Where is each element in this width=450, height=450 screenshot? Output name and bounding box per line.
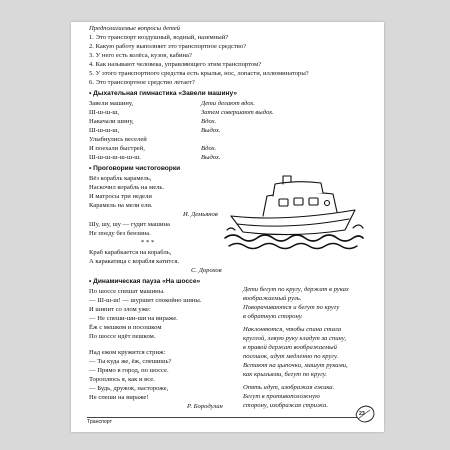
verse-line: Ш-ш-ш-ш, bbox=[89, 127, 120, 134]
verse-line: Вёз корабль карамель, bbox=[89, 175, 152, 182]
verse-line: — Ш-ш-ш! — шуршит спокойно шины. bbox=[89, 297, 202, 304]
verse-line: И шипит со злом уже: bbox=[89, 306, 151, 313]
page-number: 23 bbox=[359, 411, 365, 417]
stage-direction: посошок, идут медленно по кругу. bbox=[243, 353, 339, 360]
section-title-breathing: • Дыхательная гимнастика «Завели машину» bbox=[89, 90, 238, 97]
verse-line: Карамель на мели ели. bbox=[89, 202, 153, 209]
verse-line: Накачали шину, bbox=[89, 118, 134, 125]
verse-line: И матросы три недели bbox=[89, 193, 152, 200]
footer-rule bbox=[87, 417, 364, 418]
stage-direction: Бегут в противоположную bbox=[243, 393, 320, 400]
stage-direction: Вдох. bbox=[201, 145, 217, 152]
verse-line: — Будь, дружок, настороже, bbox=[89, 385, 169, 392]
question-item: 5. У этого транспортного средства есть крылья, нос, лопасти, иллюминаторы? bbox=[89, 70, 309, 77]
section-title-tongue-twisters: • Проговорим чистоговорки bbox=[89, 165, 181, 172]
verse-line: По шоссе спешат машины. bbox=[89, 288, 165, 295]
page-number-leaf-icon bbox=[354, 403, 376, 425]
author-name: И. Демьянов bbox=[183, 211, 218, 218]
stage-direction: Опять идут, изображая ежика. bbox=[243, 384, 335, 391]
verse-line: Ёж с мешком и посошком bbox=[89, 324, 162, 331]
question-item: 4. Как называют человека, управляющего этим транспортом? bbox=[89, 61, 262, 68]
stage-direction: Затем совершают выдох. bbox=[201, 109, 274, 116]
stage-direction: Дети делают вдох. bbox=[201, 100, 256, 107]
bullet-icon: • bbox=[89, 90, 94, 97]
verse-line: Наскочил корабль на мель. bbox=[89, 184, 165, 191]
verse-line: Краб карабкается на корабль, bbox=[89, 249, 172, 256]
verse-line: Завели машину, bbox=[89, 100, 134, 107]
stage-direction: сторону, изображая стрижа. bbox=[243, 402, 328, 409]
verse-line: Тороплюсь я, как и все. bbox=[89, 376, 155, 383]
stage-direction: воображаемый руль. bbox=[243, 295, 302, 302]
stage-direction: Встают на цыпочки, машут руками, bbox=[243, 362, 348, 369]
question-item: 2. Какую работу выполняет это транспортное средство? bbox=[89, 43, 247, 50]
question-item: 6. Это транспортное средство летает? bbox=[89, 79, 195, 86]
boat-illustration-icon bbox=[223, 172, 365, 256]
stage-direction: в обратную сторону. bbox=[243, 313, 303, 320]
question-item: 3. У него есть колёса, кузов, кабина? bbox=[89, 52, 192, 59]
stage-direction: в правой держат воображаемый bbox=[243, 344, 337, 351]
author-name: С. Дорохов bbox=[191, 267, 222, 274]
verse-line: Не поеду без бензина. bbox=[89, 230, 151, 237]
stage-direction: Дети бегут по кругу, держат в руках bbox=[243, 286, 349, 293]
verse-line: Ш-ш-ш-ш, bbox=[89, 109, 120, 116]
questions-heading: Предполагаемые вопросы детей bbox=[89, 25, 180, 32]
verse-line: Над ежом кружится стриж: bbox=[89, 349, 166, 356]
question-item: 1. Это транспорт воздушный, водный, наземный? bbox=[89, 34, 229, 41]
stage-direction: Наклоняются, чтобы спина стала bbox=[243, 326, 342, 333]
verse-line: — Ты куда же, ёж, спешишь? bbox=[89, 358, 172, 365]
verse-line: А каракатица с корабля катится. bbox=[89, 258, 180, 265]
verse-line: Ш-ш-ш-ш-ш-ш-ш. bbox=[89, 154, 141, 161]
stage-direction: круглой, левую руку кладут за спину, bbox=[243, 335, 347, 342]
bullet-icon: • bbox=[89, 165, 94, 172]
verse-line: Улыбнулись веселей bbox=[89, 136, 147, 143]
section-divider-stars: * * * bbox=[141, 239, 155, 246]
stage-direction: как крыльями, бегут по кругу. bbox=[243, 371, 327, 378]
verse-line: — Не спеши-ши-ши на вираже. bbox=[89, 315, 178, 322]
verse-line: И поехали быстрей, bbox=[89, 145, 145, 152]
stage-direction: Поворачиваются и бегут по кругу bbox=[243, 304, 340, 311]
verse-line: — Прямо в город, по шоссе. bbox=[89, 367, 169, 374]
stage-direction: Выдох. bbox=[201, 154, 221, 161]
footer-section-label: Транспорт bbox=[87, 419, 112, 425]
book-page bbox=[71, 22, 384, 432]
verse-line: Не спеши на вираже! bbox=[89, 394, 149, 401]
verse-line: По шоссе идёт пешком. bbox=[89, 333, 156, 340]
stage-direction: Вдох. bbox=[201, 118, 217, 125]
section-title-dynamic-pause: • Динамическая пауза «На шоссе» bbox=[89, 278, 201, 285]
stage-direction: Выдох. bbox=[201, 127, 221, 134]
verse-line: Шу, шу, шу — гудит машина bbox=[89, 221, 170, 228]
author-name: Р. Бородулин bbox=[187, 403, 223, 410]
bullet-icon: • bbox=[89, 278, 94, 285]
